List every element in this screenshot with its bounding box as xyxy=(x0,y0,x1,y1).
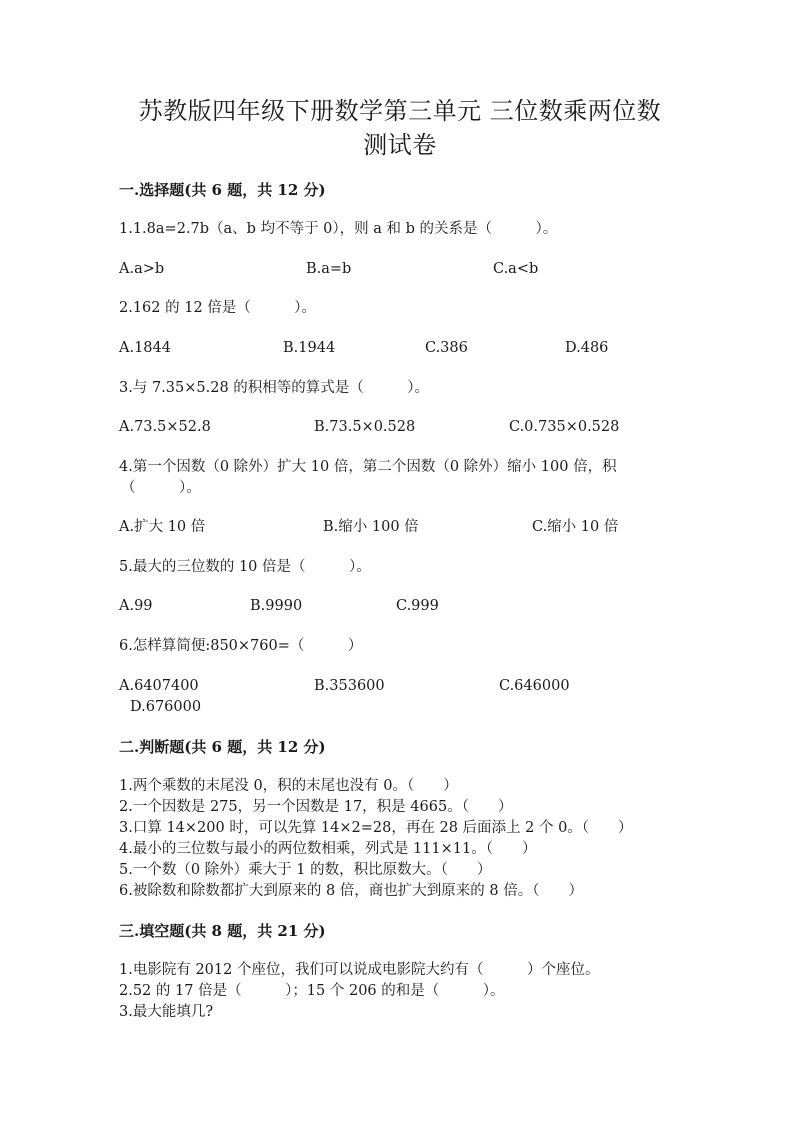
option-q2-b: B.1944 xyxy=(283,340,336,356)
option-q4-c: C.缩小 10 倍 xyxy=(532,519,619,535)
option-q4-b: B.缩小 100 倍 xyxy=(323,519,419,535)
option-q3-b: B.73.5×0.528 xyxy=(314,419,416,435)
option-q5-a: A.99 xyxy=(119,598,153,614)
option-q5-c: C.999 xyxy=(396,598,439,614)
judgement-item-3: 3.口算 14×200 时，可以先算 14×2=28，再在 28 后面添上 2 个 0。（ ） xyxy=(119,820,633,836)
question-6: 6.怎样算简便:850×760=（ ） xyxy=(119,638,363,654)
section-heading-choice: 一.选择题(共 6 题，共 12 分) xyxy=(119,181,326,199)
option-q2-a: A.1844 xyxy=(119,340,171,356)
option-q5-b: B.9990 xyxy=(250,598,303,614)
option-q2-c: C.386 xyxy=(425,340,468,356)
option-q3-a: A.73.5×52.8 xyxy=(119,419,211,435)
judgement-item-1: 1.两个乘数的末尾没 0，积的末尾也没有 0。（ ） xyxy=(119,778,458,794)
option-q6-c: C.646000 xyxy=(499,678,570,694)
document-title-line1: 苏教版四年级下册数学第三单元 三位数乘两位数 xyxy=(138,97,662,125)
option-q6-b: B.353600 xyxy=(314,678,385,694)
option-q4-a: A.扩大 10 倍 xyxy=(119,519,206,535)
judgement-item-2: 2.一个因数是 275，另一个因数是 17，积是 4665。（ ） xyxy=(119,799,513,815)
option-q6-a: A.6407400 xyxy=(119,678,199,694)
section-heading-fill-in: 三.填空题(共 8 题，共 21 分) xyxy=(119,922,326,940)
judgement-item-4: 4.最小的三位数与最小的两位数相乘，列式是 111×11。（ ） xyxy=(119,841,537,857)
section-heading-judgement: 二.判断题(共 6 题，共 12 分) xyxy=(119,738,326,756)
question-4-continuation: （ ）。 xyxy=(121,480,201,496)
fill-item-1: 1.电影院有 2012 个座位，我们可以说成电影院大约有（ ）个座位。 xyxy=(119,962,600,978)
option-q1-a: A.a>b xyxy=(119,261,165,277)
question-5: 5.最大的三位数的 10 倍是（ ）。 xyxy=(119,559,371,575)
judgement-item-5: 5.一个数（0 除外）乘大于 1 的数，积比原数大。（ ） xyxy=(119,862,492,878)
document-title-line2: 测试卷 xyxy=(363,131,437,159)
question-3: 3.与 7.35×5.28 的积相等的算式是（ ）。 xyxy=(119,380,430,396)
option-q1-c: C.a<b xyxy=(493,261,539,277)
option-q6-d: D.676000 xyxy=(130,699,202,715)
option-q2-d: D.486 xyxy=(565,340,609,356)
option-q3-c: C.0.735×0.528 xyxy=(509,419,620,435)
question-4: 4.第一个因数（0 除外）扩大 10 倍，第二个因数（0 除外）缩小 100 倍，积 xyxy=(119,459,617,475)
option-q1-b: B.a=b xyxy=(306,261,352,277)
judgement-item-6: 6.被除数和除数都扩大到原来的 8 倍，商也扩大到原来的 8 倍。（ ） xyxy=(119,883,583,899)
fill-item-2: 2.52 的 17 倍是（ ）；15 个 206 的和是（ ）。 xyxy=(119,983,505,999)
question-2: 2.162 的 12 倍是（ ）。 xyxy=(119,300,317,316)
fill-item-3: 3.最大能填几? xyxy=(119,1004,214,1020)
question-1: 1.1.8a=2.7b（a、b 均不等于 0），则 a 和 b 的关系是（ ）。 xyxy=(119,221,558,237)
